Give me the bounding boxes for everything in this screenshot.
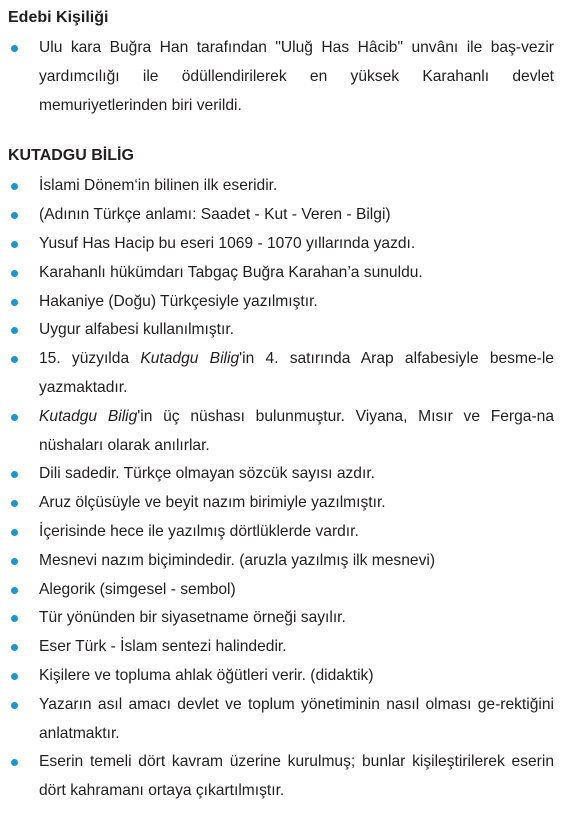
list-item-text-post: 'in üç nüshası bulunmuştur. Viyana, Mısır ve Ferga-na nüshaları olarak anılırlar. [39,407,554,454]
bullet-dot-icon [11,212,18,219]
bullet-dot-icon [11,270,18,277]
list-item-text-post: 'in 4. satırında Arap alfabesiyle besme-le yazmaktadır. [39,350,554,396]
bullet-dot-icon [11,558,18,565]
kutadgu-bilig-list [8,172,554,806]
list-item-text: Yazarın asıl amacı devlet ve toplum yönetiminin nasıl olması ge-rektiğini anlatmaktır. [39,695,554,742]
bullet-dot-icon [11,702,18,709]
list-item-text [39,350,554,396]
list-item [8,201,554,230]
list-item [8,691,554,749]
bullet-dot-icon [11,241,18,248]
list-item [8,259,554,288]
list-item [8,662,554,691]
list-item-text: Uygur alfabesi kullanılmıştır. [39,321,234,339]
bullet-dot-icon [11,673,18,680]
list-item [8,172,554,201]
list-item-text: Karahanlı hükümdarı Tabgaç Buğra Karahan’a sunuldu. [39,263,423,281]
bullet-dot-icon [11,327,18,334]
list-item [8,489,554,518]
bullet-dot-icon [11,183,18,190]
list-item-text [39,408,554,454]
list-item-text: Ulu kara Buğra Han tarafından "Uluğ Has Hâcib" unvânı ile baş-vezir yardımcılığı ile ödüllendirilerek en yüksek Karahanlı devlet memuriyetlerinden biri verildi. [39,39,554,114]
list-item [8,633,554,662]
list-item-text-pre: 15. yüzyılda [39,350,141,368]
bullet-dot-icon [11,759,18,766]
list-item-text: Yusuf Has Hacip bu eseri 1069 - 1070 yıllarında yazdı. [39,234,416,252]
list-item-text: Dili sadedir. Türkçe olmayan sözcük sayısı azdır. [39,465,375,483]
list-item [8,230,554,259]
list-item-text: Kişilere ve topluma ahlak öğütleri verir. (didaktik) [39,666,374,684]
bullet-dot-icon [11,644,18,651]
list-item [8,34,554,120]
list-item [8,518,554,547]
list-item [8,403,554,461]
bullet-dot-icon [11,500,18,507]
list-item [8,576,554,605]
bullet-dot-icon [11,356,18,363]
work-title-italic: Kutadgu Bilig [140,350,240,368]
bullet-dot-icon [11,471,18,478]
list-item-text: Hakaniye (Doğu) Türkçesiyle yazılmıştır. [39,292,318,310]
list-item [8,460,554,489]
list-item-text: Alegorik (simgesel - sembol) [39,580,236,598]
bullet-dot-icon [11,45,18,52]
list-item-text: İçerisinde hece ile yazılmış dörtlüklerde vardır. [39,522,359,540]
bullet-dot-icon [11,615,18,622]
bullet-dot-icon [11,587,18,594]
list-item [8,316,554,345]
list-item-text: Mesnevi nazım biçimindedir. (aruzla yazılmış ilk mesnevi) [39,551,436,569]
section-title-edebi-kisiligi: Edebi Kişiliği [8,9,109,26]
bullet-dot-icon [11,299,18,306]
edebi-kisiligi-list [8,34,554,120]
list-item-text: Eser Türk - İslam sentezi halindedir. [39,638,287,656]
bullet-dot-icon [11,529,18,536]
list-item-text: Eserin temeli dört kavram üzerine kurulmuş; bunlar kişileştirilerek eserin dört kahramanı ortaya çıkartılmıştır. [39,753,554,800]
section-title-kutadgu-bilig: KUTADGU BİLİG [8,147,134,165]
list-item-text: (Adının Türkçe anlamı: Saadet - Kut - Veren - Bilgi) [39,206,391,224]
list-item-text: İslami Dönem‘in bilinen ilk eseridir. [39,177,278,195]
list-item-text: Tür yönünden bir siyasetname örneği sayılır. [39,609,346,627]
work-title-italic: Kutadgu Bilig [39,407,138,425]
list-item [8,547,554,576]
bullet-dot-icon [11,414,18,421]
list-item [8,748,554,806]
list-item-text: Aruz ölçüsüyle ve beyit nazım birimiyle yazılmıştır. [39,494,386,512]
list-item [8,288,554,317]
list-item [8,604,554,633]
list-item [8,345,554,403]
